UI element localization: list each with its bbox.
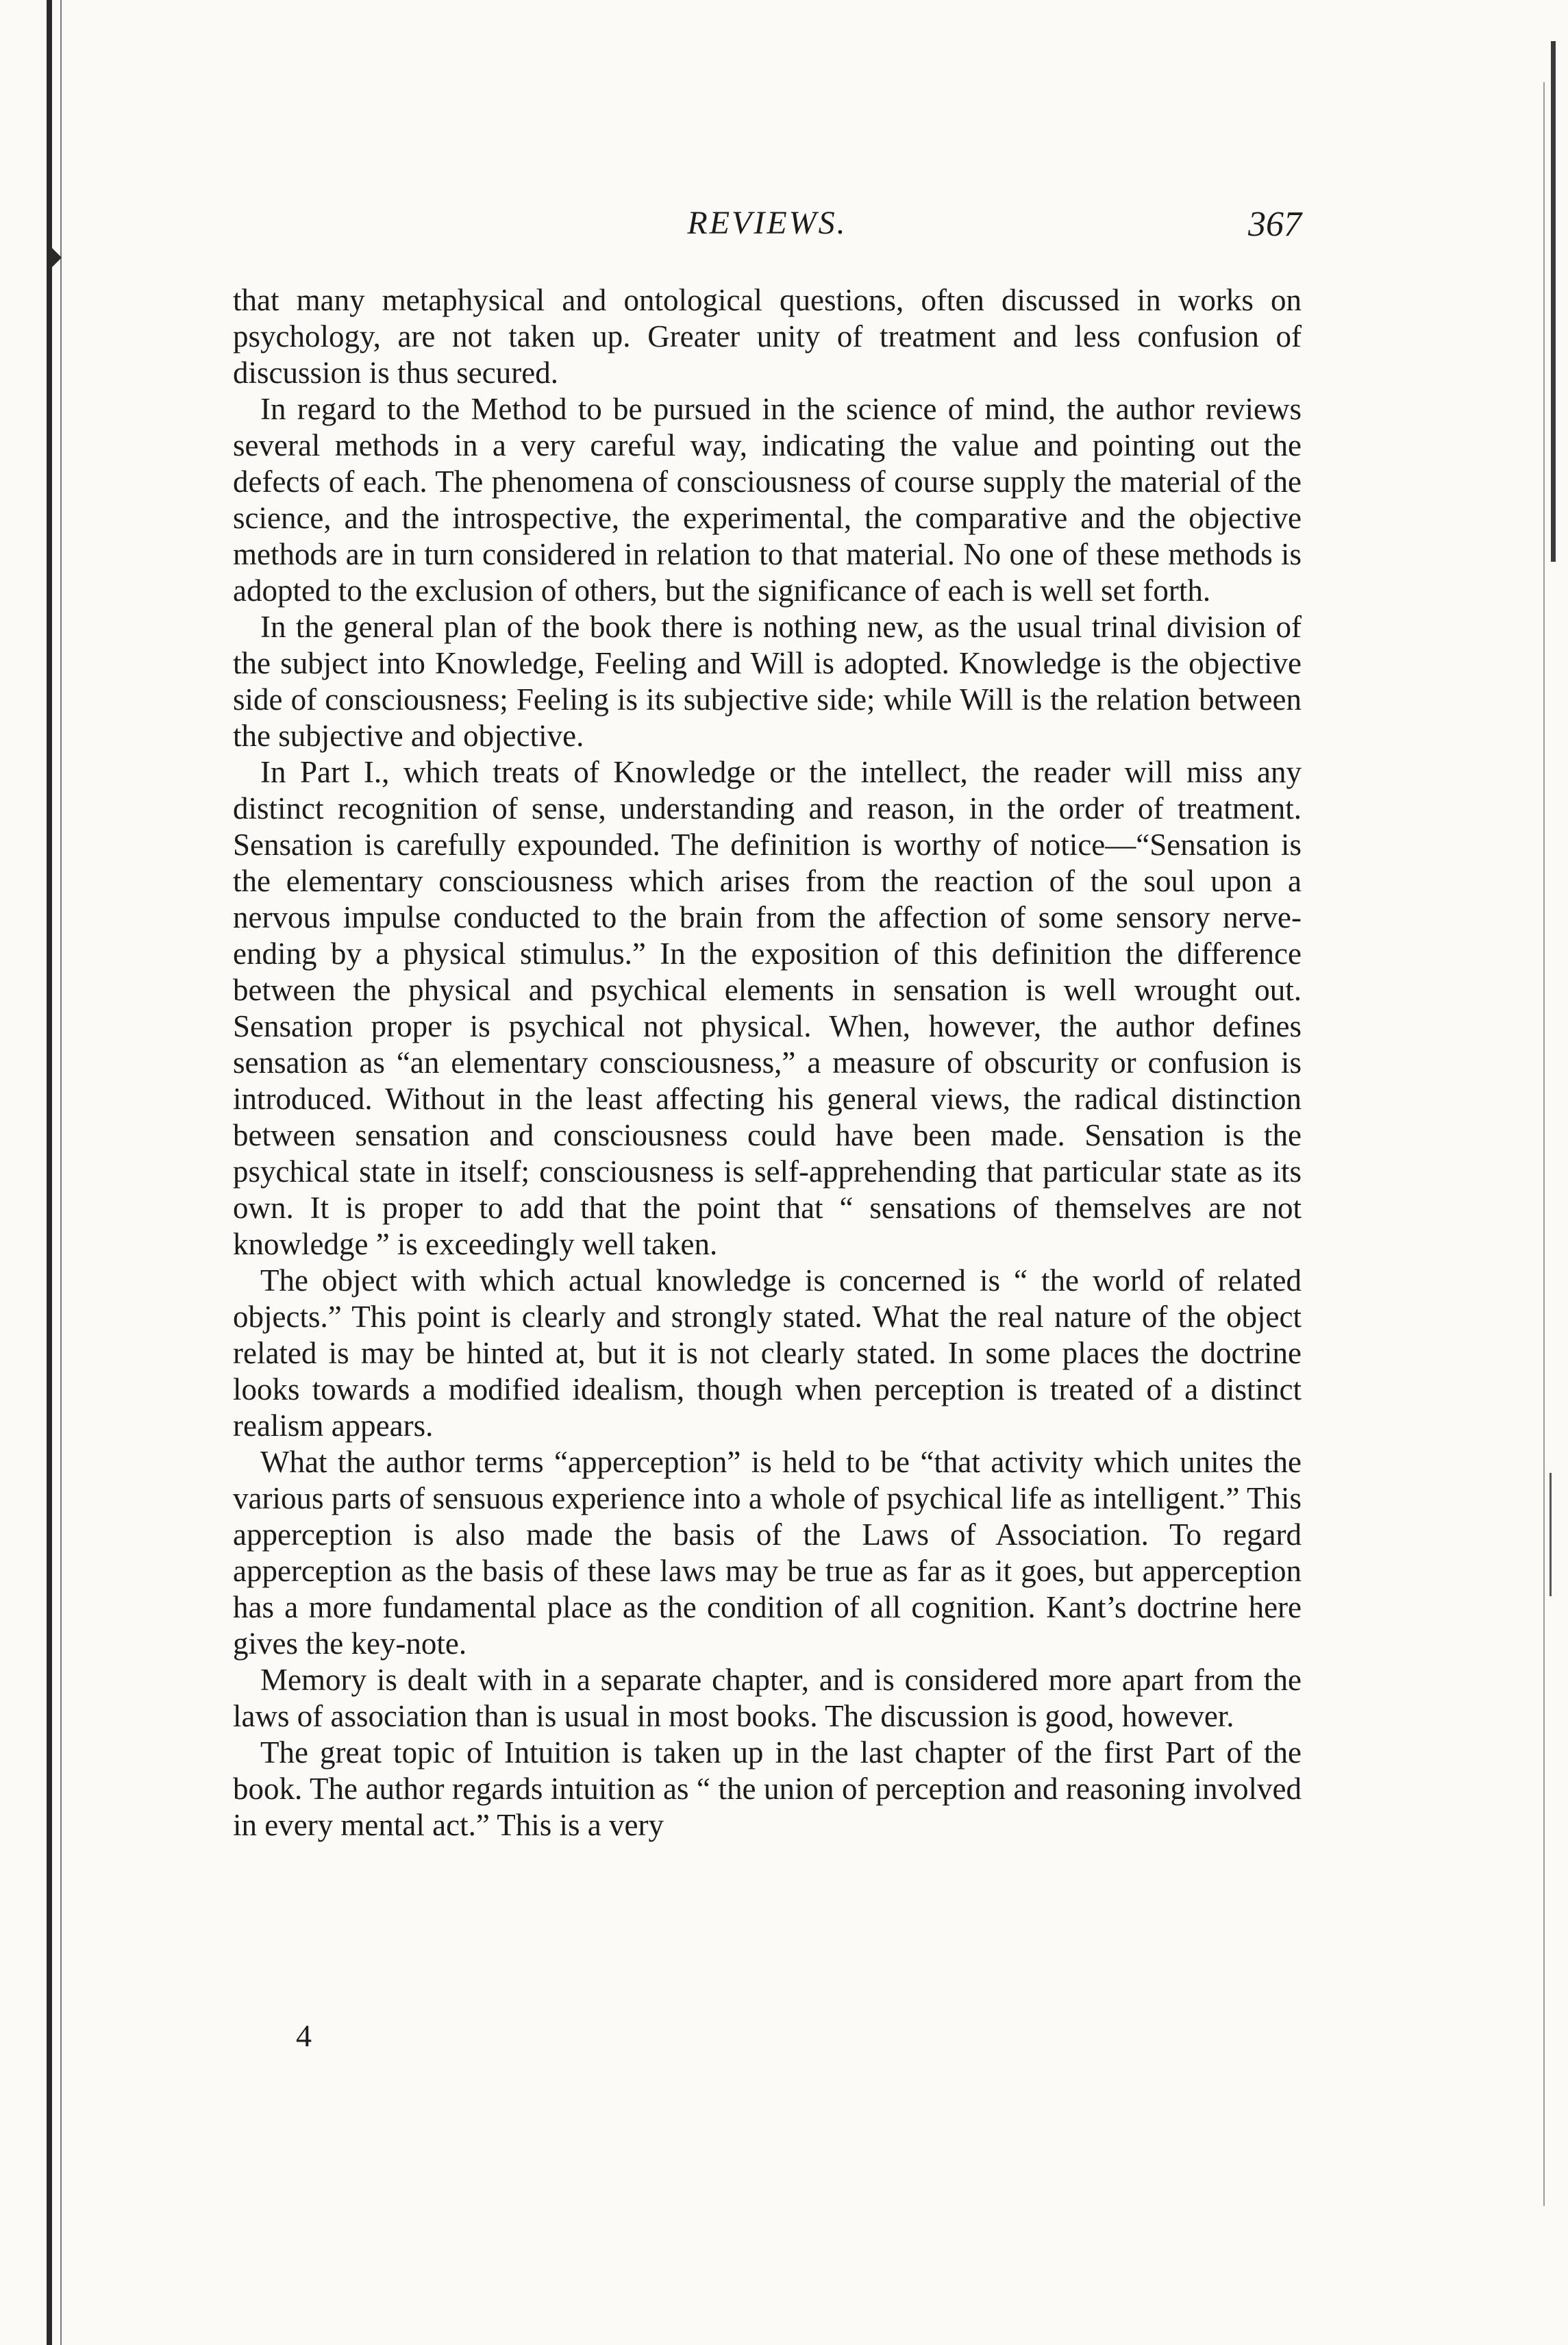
- page-header: [233, 204, 1302, 252]
- page-gutter-shadow: [47, 0, 52, 2345]
- paragraph: The object with which actual knowledge is concerned is “ the world of related objects.” This point is clearly and strongly stated. What the real nature of the object related is may be hinted at, but it is not clearly stated. In some places the doctrine looks towards a modified idealism, though when perception is treated of a distinct realism appears.: [233, 1263, 1302, 1443]
- paragraph: The great topic of Intuition is taken up in the last chapter of the first Part of the book. The author regards intuition as “ the union of perception and reasoning involved in every mental act.” This is a very: [233, 1735, 1302, 1842]
- page-edge-shadow-top: [1551, 41, 1556, 562]
- paragraph: Memory is dealt with in a separate chapter, and is considered more apart from the laws of association than is usual in most books. The discussion is good, however.: [233, 1663, 1302, 1733]
- page-edge-line: [1543, 82, 1545, 2206]
- paragraph: In Part I., which treats of Knowledge or the intellect, the reader will miss any distinct recognition of sense, understanding and reason, in the order of treatment. Sensation is carefully expounded. The definition is worthy of notice—“Sensation is the elementary consciousness which arises from the reaction of the soul upon a nervous impulse conducted to the brain from the affection of some sensory nerve-ending by a physical stimulus.” In the exposition of this definition the difference between the physical and psychical elements in sensation is well wrought out. Sensation proper is psychical not physical. When, however, the author defines sensation as “an elementary consciousness,” a measure of obscurity or confusion is introduced. Without in the least affecting his general views, the radical distinction between sensation and consciousness could have been made. Sensation is the psychical state in itself; consciousness is self-apprehending that particular state as its own. It is proper to add that the point that “ sensations of themselves are not knowledge ” is exceedingly well taken.: [233, 755, 1302, 1261]
- body-text: [233, 282, 1302, 1844]
- page-number: 367: [1248, 205, 1302, 244]
- paragraph: What the author terms “apperception” is held to be “that activity which unites the various parts of sensuous experience into a whole of psychical life as intelligent.” This apperception is also made the basis of the Laws of Association. To regard apperception as the basis of these laws may be true as far as it goes, but apperception has a more fundamental place as the condition of all cognition. Kant’s doctrine here gives the key-note.: [233, 1445, 1302, 1661]
- paragraph: that many metaphysical and ontological questions, often discussed in works on psychology, are not taken up. Greater unity of treatment and less confusion of discussion is thus secured.: [233, 283, 1302, 390]
- paragraph: In regard to the Method to be pursued in the science of mind, the author reviews several methods in a very careful way, indicating the value and pointing out the defects of each. The phenomena of consciousness of course supply the material of the science, and the introspective, the experimental, the comparative and the objective methods are in turn considered in relation to that material. No one of these methods is adopted to the exclusion of others, but the significance of each is well set forth.: [233, 392, 1302, 608]
- page-gutter-line: [60, 0, 62, 2345]
- binding-mark: [51, 247, 62, 269]
- signature-mark: 4: [296, 2018, 312, 2053]
- paragraph: In the general plan of the book there is nothing new, as the usual trinal division of the subject into Knowledge, Feeling and Will is adopted. Knowledge is the objective side of consciousness; Feeling is its subjective side; while Will is the relation between the subjective and objective.: [233, 610, 1302, 753]
- running-head: REVIEWS.: [687, 205, 847, 241]
- page-edge-shadow-lower: [1550, 1473, 1552, 1596]
